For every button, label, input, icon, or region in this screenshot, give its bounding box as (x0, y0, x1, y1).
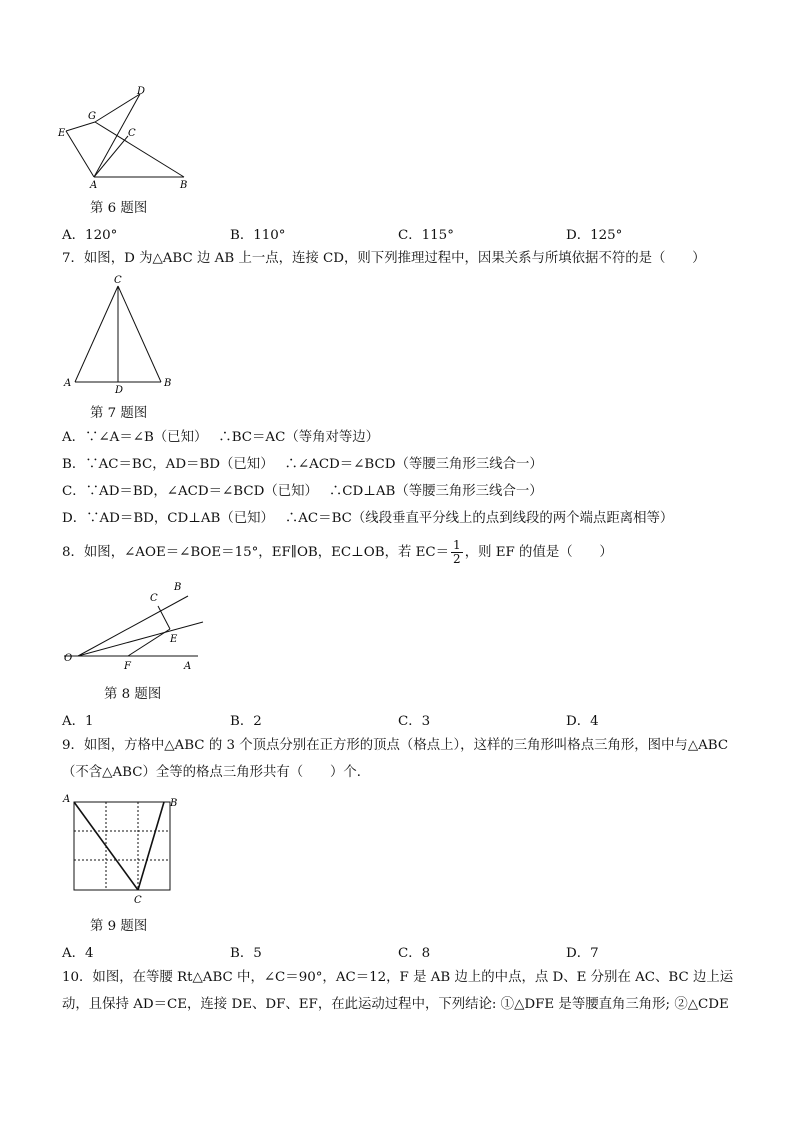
q8-frac-num: 1 (453, 538, 461, 552)
q7-option-a: A．∵∠A＝∠B（已知） ∴BC＝AC（等角对等边） (62, 430, 380, 445)
fig9-label-c: C (134, 895, 142, 906)
fig8-label-b: B (174, 582, 182, 593)
fig8-label-c: C (150, 593, 158, 604)
q6-option-c: C．115° (398, 228, 454, 243)
fig8-label-o: O (64, 653, 73, 664)
q9-option-b: B．5 (230, 946, 262, 961)
q7-stem: 7．如图，D 为△ABC 边 AB 上一点，连接 CD，则下列推理过程中，因果关系与所填依据不符的是（ ） (62, 251, 706, 266)
fig9-label-b: B (170, 798, 178, 809)
q8-stem-after: ，则 EF 的值是（ ） (464, 545, 613, 560)
fig7-caption: 第 7 题图 (90, 406, 148, 421)
fig9-caption: 第 9 题图 (90, 919, 148, 934)
fig8-caption: 第 8 题图 (104, 687, 162, 702)
q8-option-c: C．3 (398, 714, 431, 729)
fig6-caption: 第 6 题图 (90, 201, 148, 216)
q7-option-c: C．∵AD＝BD，∠ACD＝∠BCD（已知） ∴CD⊥AB（等腰三角形三线合一） (62, 484, 543, 499)
q6-option-a: A．120° (62, 228, 118, 243)
q9-stem-line2: （不含△ABC）全等的格点三角形共有（ ）个． (62, 765, 371, 780)
fig6-label-b: B (180, 180, 188, 191)
q8-option-b: B．2 (230, 714, 262, 729)
q9-option-d: D．7 (566, 946, 599, 961)
figure-9 (58, 790, 188, 910)
q8-stem (62, 535, 613, 571)
q7-option-b: B．∵AC＝BC，AD＝BD（已知） ∴∠ACD＝∠BCD（等腰三角形三线合一） (62, 457, 543, 472)
figure-6 (56, 84, 206, 194)
fig7-label-c: C (114, 275, 122, 286)
q7-option-d: D．∵AD＝BD，CD⊥AB（已知） ∴AC＝BC（线段垂直平分线上的点到线段的两个端点距离相等） (62, 511, 674, 526)
fig9-label-a: A (63, 794, 71, 805)
q8-frac-den: 2 (453, 552, 461, 566)
fig7-label-d: D (115, 385, 124, 396)
fig6-label-g: G (88, 111, 96, 122)
q8-option-d: D．4 (566, 714, 599, 729)
q10-stem-line1: 10．如图，在等腰 Rt△ABC 中，∠C＝90°，AC＝12，F 是 AB 边上的中点，点 D、E 分别在 AC、BC 边上运 (62, 970, 734, 985)
fig8-label-f: F (124, 661, 131, 672)
fig6-label-c: C (128, 128, 136, 139)
fig8-label-e: E (170, 634, 178, 645)
q8-option-a: A．1 (62, 714, 94, 729)
figure-8 (58, 574, 218, 674)
q8-stem-before: 8．如图，∠AOE＝∠BOE＝15°，EF∥OB，EC⊥OB，若 EC＝ (62, 545, 450, 560)
fig6-label-d: D (137, 86, 146, 97)
q8-fraction (451, 539, 463, 566)
q9-option-c: C．8 (398, 946, 431, 961)
fig6-label-a: A (90, 180, 98, 191)
q9-stem-line1: 9．如图，方格中△ABC 的 3 个顶点分别在正方形的顶点（格点上），这样的三角形叫格点三角形，图中与△ABC (62, 738, 729, 753)
figure-7 (60, 272, 180, 397)
fig8-label-a: A (184, 661, 192, 672)
q10-stem-line2: 动，且保持 AD＝CE，连接 DE、DF、EF，在此运动过程中，下列结论: ①△DFE 是等腰直角三角形; ②△CDE (62, 997, 729, 1012)
q6-option-b: B．110° (230, 228, 286, 243)
fig7-label-b: B (164, 378, 172, 389)
q9-option-a: A．4 (62, 946, 94, 961)
fig6-label-e: E (58, 128, 66, 139)
q6-option-d: D．125° (566, 228, 623, 243)
fig7-label-a: A (64, 378, 72, 389)
